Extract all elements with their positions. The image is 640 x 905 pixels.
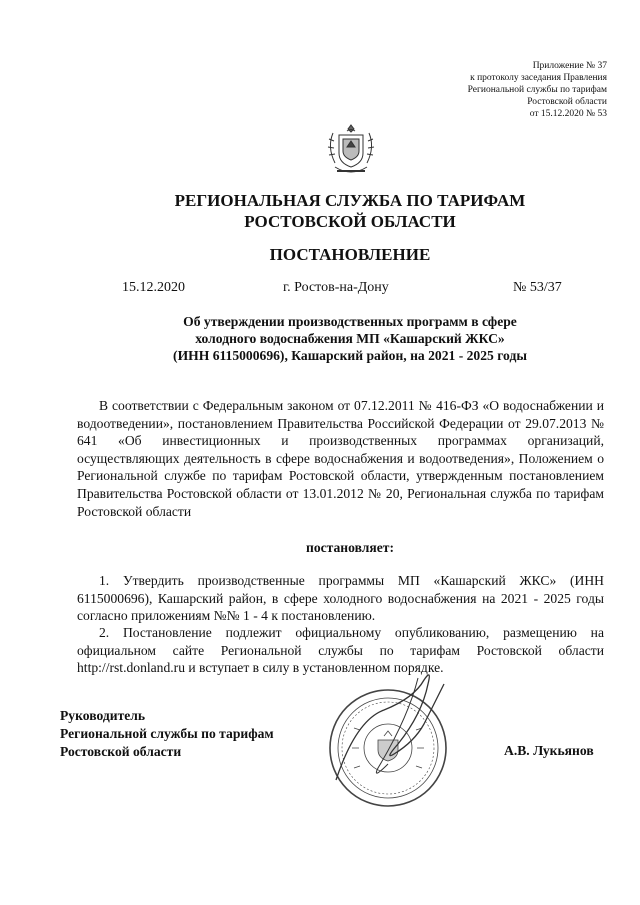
signer-name: А.В. Лукьянов: [504, 743, 594, 758]
signer-title-line-2: Региональной службы по тарифам: [60, 726, 274, 741]
annex-line-5: от 15.12.2020 № 53: [529, 109, 607, 119]
resolves-heading: постановляет:: [306, 540, 394, 555]
document-city: г. Ростов-на-Дону: [283, 280, 389, 295]
subject-line-3: (ИНН 6115000696), Кашарский район, на 2021 - 2025 годы: [173, 348, 527, 363]
annex-line-3: Региональной службы по тарифам: [467, 85, 607, 95]
annex-reference: [468, 60, 607, 120]
rostov-coat-of-arms-icon: [323, 121, 379, 179]
document-date: 15.12.2020: [122, 280, 185, 295]
document-subject: [0, 313, 640, 364]
subject-line-2: холодного водоснабжения МП «Кашарский ЖКС»: [195, 331, 505, 346]
annex-line-2: к протоколу заседания Правления: [470, 73, 607, 83]
document-number: № 53/37: [513, 280, 562, 295]
subject-line-1: Об утверждении производственных программ в сфере: [183, 314, 517, 329]
resolution-item-2: 2. Постановление подлежит официальному опубликованию, размещению на официальном сайте Региональной службы по тарифам Ростовской области http://rst.donland.ru и вступает в силу в установленном порядке.: [77, 625, 604, 676]
resolution-item-1: 1. Утвердить производственные программы МП «Кашарский ЖКС» (ИНН 6115000696), Кашарский район, в сфере холодного водоснабжения на 2021 - 2025 годы согласно приложениям №№ 1 - 4 к постановлению.: [77, 573, 604, 624]
organization-title-line-1: РЕГИОНАЛЬНАЯ СЛУЖБА ПО ТАРИФАМ: [174, 191, 526, 210]
organization-title: [0, 190, 640, 232]
document-type: ПОСТАНОВЛЕНИЕ: [269, 245, 431, 264]
official-seal-icon: [318, 668, 463, 818]
signer-title-line-3: Ростовской области: [60, 744, 182, 759]
annex-line-4: Ростовской области: [527, 97, 607, 107]
organization-title-line-2: РОСТОВСКОЙ ОБЛАСТИ: [244, 212, 456, 231]
signer-title-line-1: Руководитель: [60, 708, 146, 723]
preamble-paragraph: В соответствии с Федеральным законом от 07.12.2011 № 416-ФЗ «О водоснабжении и водоотведении», постановлением Правительства Российской Федерации от 29.07.2013 № 641 «Об инвестиционных и производственных программах организаций, осуществляющих деятельность в сфере водоснабжения и водоотведения», Положением о Региональной службе по тарифам Ростовской области, утвержденным постановлением Правительства Ростовской области от 13.01.2012 № 20, Региональная служба по тарифам Ростовской области: [77, 398, 604, 519]
signer-title: [60, 707, 274, 761]
annex-line-1: Приложение № 37: [532, 61, 607, 71]
